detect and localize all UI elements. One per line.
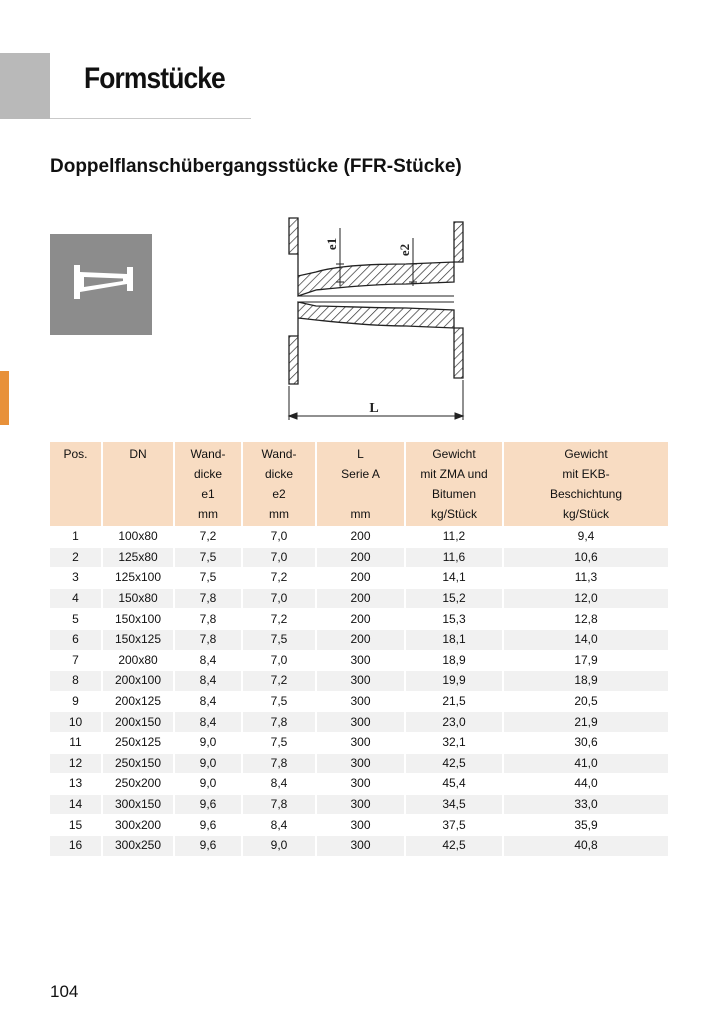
table-cell: 3 bbox=[50, 568, 102, 589]
table-cell: 150x125 bbox=[102, 629, 174, 650]
table-cell: 7,8 bbox=[174, 629, 242, 650]
table-cell: 5 bbox=[50, 609, 102, 630]
column-header-line: kg/Stück bbox=[562, 507, 610, 521]
page-side-marker bbox=[0, 371, 9, 425]
table-cell: 7,0 bbox=[242, 588, 316, 609]
table-cell: 150x80 bbox=[102, 588, 174, 609]
table-cell: 7,5 bbox=[242, 732, 316, 753]
table-cell: 200 bbox=[316, 609, 405, 630]
table-cell: 11,6 bbox=[405, 547, 503, 568]
table-cell: 9,0 bbox=[174, 774, 242, 795]
table-cell: 200x125 bbox=[102, 691, 174, 712]
column-header-line: mm bbox=[198, 507, 218, 521]
table-cell: 6 bbox=[50, 629, 102, 650]
table-row bbox=[50, 835, 668, 855]
column-header-line: Wand- bbox=[190, 447, 226, 461]
table-cell: 7 bbox=[50, 650, 102, 671]
chapter-title: Formstücke bbox=[84, 62, 225, 95]
label-e2: e2 bbox=[397, 243, 412, 257]
column-header-line: Gewicht bbox=[564, 447, 608, 461]
table-cell: 300 bbox=[316, 671, 405, 692]
table-cell: 9,6 bbox=[174, 835, 242, 855]
table-cell: 40,8 bbox=[503, 835, 668, 855]
table-row bbox=[50, 588, 668, 609]
header-rule bbox=[50, 118, 251, 119]
table-cell: 7,5 bbox=[242, 629, 316, 650]
column-header-line bbox=[318, 484, 403, 504]
table-cell: 14,1 bbox=[405, 568, 503, 589]
table-row bbox=[50, 609, 668, 630]
column-header bbox=[102, 442, 174, 527]
table-cell: 200 bbox=[316, 568, 405, 589]
table-cell: 16 bbox=[50, 835, 102, 855]
column-header-line: Wand- bbox=[261, 447, 297, 461]
column-header-line: e2 bbox=[272, 487, 286, 501]
table-row bbox=[50, 568, 668, 589]
table-cell: 18,1 bbox=[405, 629, 503, 650]
label-L: L bbox=[369, 401, 379, 416]
table-cell: 7,0 bbox=[242, 650, 316, 671]
label-e1: e1 bbox=[324, 237, 339, 251]
column-header-line: Gewicht bbox=[432, 447, 476, 461]
table-cell: 13 bbox=[50, 774, 102, 795]
reducer-technical-drawing bbox=[276, 206, 476, 426]
table-cell: 7,5 bbox=[242, 691, 316, 712]
column-header bbox=[503, 442, 668, 527]
table-cell: 34,5 bbox=[405, 794, 503, 815]
table-cell: 18,9 bbox=[405, 650, 503, 671]
table-cell: 200x150 bbox=[102, 712, 174, 733]
dimensions-table bbox=[50, 442, 668, 856]
table-cell: 35,9 bbox=[503, 815, 668, 836]
table-cell: 20,5 bbox=[503, 691, 668, 712]
table-cell: 1 bbox=[50, 527, 102, 548]
table-cell: 37,5 bbox=[405, 815, 503, 836]
table-cell: 21,9 bbox=[503, 712, 668, 733]
table-row bbox=[50, 712, 668, 733]
table-cell: 21,5 bbox=[405, 691, 503, 712]
table-cell: 200 bbox=[316, 629, 405, 650]
table-cell: 19,9 bbox=[405, 671, 503, 692]
column-header-line: L bbox=[357, 447, 364, 461]
table-cell: 200x80 bbox=[102, 650, 174, 671]
column-header bbox=[242, 442, 316, 527]
table-cell: 300 bbox=[316, 815, 405, 836]
table-cell: 18,9 bbox=[503, 671, 668, 692]
section-title: Doppelflanschübergangsstücke (FFR-Stücke) bbox=[50, 156, 462, 177]
table-cell: 9,0 bbox=[174, 732, 242, 753]
table-cell: 8,4 bbox=[174, 650, 242, 671]
table-row bbox=[50, 671, 668, 692]
column-header-line: mm bbox=[269, 507, 289, 521]
column-header bbox=[405, 442, 503, 527]
table-cell: 14 bbox=[50, 794, 102, 815]
table-cell: 300x150 bbox=[102, 794, 174, 815]
column-header-line: kg/Stück bbox=[430, 507, 478, 521]
table-cell: 200x100 bbox=[102, 671, 174, 692]
column-header bbox=[50, 442, 102, 527]
table-cell: 8,4 bbox=[242, 815, 316, 836]
table-cell: 10 bbox=[50, 712, 102, 733]
table-cell: 7,5 bbox=[174, 547, 242, 568]
table-cell: 300x200 bbox=[102, 815, 174, 836]
column-header-line: e1 bbox=[201, 487, 215, 501]
chapter-tab bbox=[0, 53, 50, 119]
table-cell: 42,5 bbox=[405, 753, 503, 774]
table-cell: 12 bbox=[50, 753, 102, 774]
table-cell: 11,3 bbox=[503, 568, 668, 589]
table-cell: 8 bbox=[50, 671, 102, 692]
column-header bbox=[174, 442, 242, 527]
column-header-line: Pos. bbox=[63, 447, 88, 461]
table-cell: 8,4 bbox=[174, 691, 242, 712]
table-cell: 300 bbox=[316, 691, 405, 712]
table-row bbox=[50, 691, 668, 712]
table-cell: 300 bbox=[316, 794, 405, 815]
table-cell: 7,2 bbox=[242, 671, 316, 692]
column-header-line: Bitumen bbox=[431, 487, 477, 501]
table-cell: 44,0 bbox=[503, 774, 668, 795]
table-cell: 12,8 bbox=[503, 609, 668, 630]
table-cell: 300 bbox=[316, 753, 405, 774]
table-cell: 11,2 bbox=[405, 527, 503, 548]
table-cell: 10,6 bbox=[503, 547, 668, 568]
table-row bbox=[50, 815, 668, 836]
table-cell: 9,6 bbox=[174, 815, 242, 836]
table-cell: 300x250 bbox=[102, 835, 174, 855]
column-header-line: mit ZMA und bbox=[420, 467, 488, 481]
column-header-line: mm bbox=[350, 507, 371, 521]
table-row bbox=[50, 753, 668, 774]
table-cell: 9,6 bbox=[174, 794, 242, 815]
table-cell: 300 bbox=[316, 732, 405, 753]
table-cell: 45,4 bbox=[405, 774, 503, 795]
table-cell: 15,2 bbox=[405, 588, 503, 609]
table-cell: 9,0 bbox=[242, 835, 316, 855]
table-cell: 23,0 bbox=[405, 712, 503, 733]
ffr-reducer-symbol-icon bbox=[50, 234, 152, 335]
table-row bbox=[50, 547, 668, 568]
table-cell: 32,1 bbox=[405, 732, 503, 753]
table-cell: 8,4 bbox=[242, 774, 316, 795]
table-cell: 7,8 bbox=[242, 794, 316, 815]
table-cell: 125x100 bbox=[102, 568, 174, 589]
table-row bbox=[50, 650, 668, 671]
table-cell: 250x150 bbox=[102, 753, 174, 774]
table-cell: 11 bbox=[50, 732, 102, 753]
table-cell: 7,8 bbox=[174, 609, 242, 630]
table-cell: 30,6 bbox=[503, 732, 668, 753]
table-cell: 14,0 bbox=[503, 629, 668, 650]
table-cell: 200 bbox=[316, 547, 405, 568]
table-cell: 300 bbox=[316, 712, 405, 733]
table-cell: 42,5 bbox=[405, 835, 503, 855]
table-cell: 7,2 bbox=[242, 609, 316, 630]
table-cell: 125x80 bbox=[102, 547, 174, 568]
column-header-line: dicke bbox=[264, 467, 293, 481]
table-cell: 15,3 bbox=[405, 609, 503, 630]
table-cell: 7,8 bbox=[242, 712, 316, 733]
table-cell: 300 bbox=[316, 650, 405, 671]
table-cell: 150x100 bbox=[102, 609, 174, 630]
page-number: 104 bbox=[50, 982, 79, 1001]
table-cell: 41,0 bbox=[503, 753, 668, 774]
table-cell: 7,8 bbox=[174, 588, 242, 609]
column-header-line: dicke bbox=[193, 467, 222, 481]
column-header-line: Beschichtung bbox=[549, 487, 623, 501]
table-cell: 100x80 bbox=[102, 527, 174, 548]
column-header-line: mit EKB- bbox=[562, 467, 610, 481]
table-body bbox=[50, 527, 668, 856]
table-row bbox=[50, 629, 668, 650]
column-header-line: DN bbox=[129, 447, 147, 461]
table-cell: 200 bbox=[316, 527, 405, 548]
table-cell: 200 bbox=[316, 588, 405, 609]
table-cell: 8,4 bbox=[174, 671, 242, 692]
table-cell: 12,0 bbox=[503, 588, 668, 609]
table-row bbox=[50, 732, 668, 753]
table-cell: 300 bbox=[316, 835, 405, 855]
table-cell: 17,9 bbox=[503, 650, 668, 671]
table-cell: 9 bbox=[50, 691, 102, 712]
table-cell: 15 bbox=[50, 815, 102, 836]
table-cell: 7,0 bbox=[242, 547, 316, 568]
table-header-row bbox=[50, 442, 668, 527]
table-cell: 9,4 bbox=[503, 527, 668, 548]
column-header bbox=[316, 442, 405, 527]
table-cell: 8,4 bbox=[174, 712, 242, 733]
column-header-line: Serie A bbox=[341, 467, 380, 481]
table-cell: 7,2 bbox=[242, 568, 316, 589]
table-cell: 7,2 bbox=[174, 527, 242, 548]
table-cell: 300 bbox=[316, 774, 405, 795]
table-cell: 250x125 bbox=[102, 732, 174, 753]
table-cell: 4 bbox=[50, 588, 102, 609]
table-cell: 7,8 bbox=[242, 753, 316, 774]
table-cell: 33,0 bbox=[503, 794, 668, 815]
table-row bbox=[50, 794, 668, 815]
table-row bbox=[50, 774, 668, 795]
table-cell: 2 bbox=[50, 547, 102, 568]
table-cell: 9,0 bbox=[174, 753, 242, 774]
table-cell: 7,0 bbox=[242, 527, 316, 548]
table-row bbox=[50, 527, 668, 548]
table-cell: 250x200 bbox=[102, 774, 174, 795]
table-cell: 7,5 bbox=[174, 568, 242, 589]
